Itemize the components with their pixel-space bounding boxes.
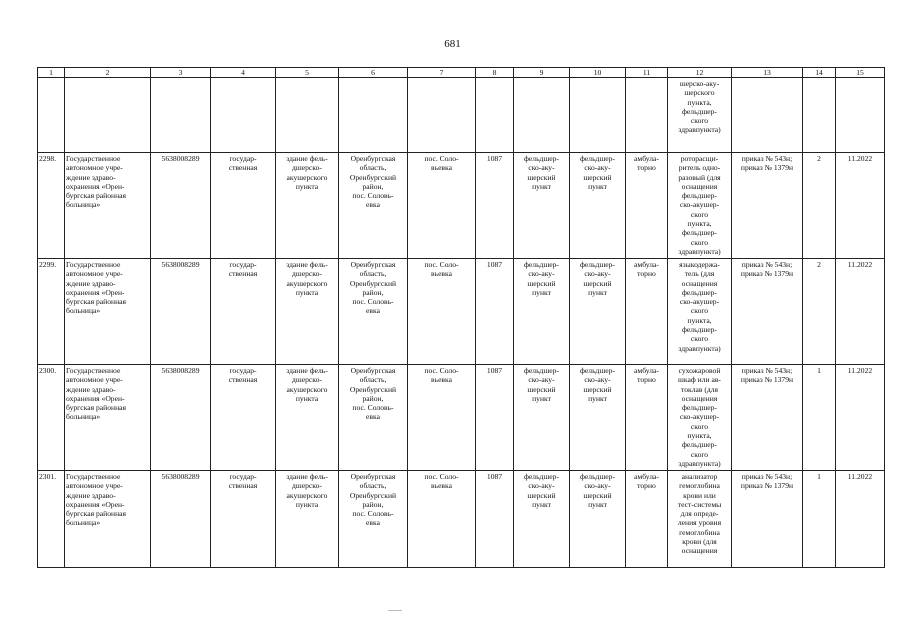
building-cell: здание фель- дшерско- акушерского пункта [276, 259, 339, 365]
quantity-cell: 2 [803, 259, 836, 365]
header-cell: 13 [732, 68, 803, 78]
quantity-cell: 2 [803, 153, 836, 259]
header-cell: 3 [151, 68, 211, 78]
scan-artifact [388, 610, 402, 611]
page-number: 681 [444, 38, 461, 50]
organization-cell: Государственное автономное учре- ждение здраво- охранения «Орен- бургская районная больница» [65, 153, 151, 259]
header-cell: 11 [626, 68, 668, 78]
unit-type-cell: фельдшер- ско-аку- шерский пункт [514, 153, 570, 259]
care-form-cell: амбула- торно [626, 259, 668, 365]
row-number: 2299. [38, 259, 65, 365]
code-cell: 1087 [476, 259, 514, 365]
table-row [38, 471, 885, 568]
locality-cell: пос. Соло- вьевка [408, 365, 476, 471]
code-cell: 1087 [476, 153, 514, 259]
equipment-cell: шерско-аку- шерского пункта, фельдшер- ского здравпункта) [668, 78, 732, 153]
equipment-cell: роторасщи- ритель одно- разовый (для оснащения фельдшер- ско-акушер- ского пункта, фельдшер- ского здравпункта) [668, 153, 732, 259]
header-row [38, 68, 885, 78]
ownership-cell: государ- ственная [211, 153, 276, 259]
address-cell: Оренбургская область, Оренбургский район, пос. Соловь- евка [339, 365, 408, 471]
unit-cell: фельдшер- ско-аку- шерский пункт [570, 471, 626, 568]
header-cell: 7 [408, 68, 476, 78]
header-cell: 9 [514, 68, 570, 78]
table-row [38, 365, 885, 471]
unit-type-cell: фельдшер- ско-аку- шерский пункт [514, 471, 570, 568]
unit-cell: фельдшер- ско-аку- шерский пункт [570, 259, 626, 365]
date-cell: 11.2022 [836, 259, 885, 365]
header-cell: 14 [803, 68, 836, 78]
care-form-cell: амбула- торно [626, 471, 668, 568]
order-cell: приказ № 543н; приказ № 1379н [732, 259, 803, 365]
continuation-row [38, 78, 885, 153]
header-cell: 5 [276, 68, 339, 78]
header-cell: 4 [211, 68, 276, 78]
ownership-cell: государ- ственная [211, 259, 276, 365]
equipment-cell: языкодержа- тель (для оснащения фельдшер- ско-акушер- ского пункта, фельдшер- ского здравпункта) [668, 259, 732, 365]
unit-cell: фельдшер- ско-аку- шерский пункт [570, 153, 626, 259]
header-cell: 6 [339, 68, 408, 78]
register-table [37, 67, 885, 568]
header-cell: 8 [476, 68, 514, 78]
quantity-cell: 1 [803, 365, 836, 471]
unit-type-cell: фельдшер- ско-аку- шерский пункт [514, 259, 570, 365]
row-number: 2300. [38, 365, 65, 471]
building-cell: здание фель- дшерско- акушерского пункта [276, 365, 339, 471]
organization-cell: Государственное автономное учре- ждение здраво- охранения «Орен- бургская районная больница» [65, 365, 151, 471]
organization-cell: Государственное автономное учре- ждение здраво- охранения «Орен- бургская районная больница» [65, 259, 151, 365]
unit-type-cell: фельдшер- ско-аку- шерский пункт [514, 365, 570, 471]
unit-cell: фельдшер- ско-аку- шерский пункт [570, 365, 626, 471]
building-cell: здание фель- дшерско- акушерского пункта [276, 471, 339, 568]
order-cell: приказ № 543н; приказ № 1379н [732, 153, 803, 259]
table-row [38, 153, 885, 259]
header-cell: 2 [65, 68, 151, 78]
date-cell: 11.2022 [836, 365, 885, 471]
locality-cell: пос. Соло- вьевка [408, 259, 476, 365]
care-form-cell: амбула- торно [626, 365, 668, 471]
date-cell: 11.2022 [836, 471, 885, 568]
inn-cell: 5638008289 [151, 153, 211, 259]
locality-cell: пос. Соло- вьевка [408, 471, 476, 568]
inn-cell: 5638008289 [151, 259, 211, 365]
locality-cell: пос. Соло- вьевка [408, 153, 476, 259]
ownership-cell: государ- ственная [211, 365, 276, 471]
building-cell: здание фель- дшерско- акушерского пункта [276, 153, 339, 259]
header-cell: 1 [38, 68, 65, 78]
code-cell: 1087 [476, 471, 514, 568]
row-number: 2301. [38, 471, 65, 568]
date-cell: 11.2022 [836, 153, 885, 259]
address-cell: Оренбургская область, Оренбургский район, пос. Соловь- евка [339, 259, 408, 365]
equipment-cell: анализатор гемоглобина крови или тест-системы для опреде- ления уровня гемоглобина крови (для оснащения [668, 471, 732, 568]
address-cell: Оренбургская область, Оренбургский район, пос. Соловь- евка [339, 153, 408, 259]
inn-cell: 5638008289 [151, 471, 211, 568]
order-cell: приказ № 543н; приказ № 1379н [732, 365, 803, 471]
table-row [38, 259, 885, 365]
care-form-cell: амбула- торно [626, 153, 668, 259]
equipment-cell: сухожаровой шкаф или ав- токлав (для оснащения фельдшер- ско-акушер- ского пункта, фельдшер- ского здравпункта) [668, 365, 732, 471]
organization-cell: Государственное автономное учре- ждение здраво- охранения «Орен- бургская районная больница» [65, 471, 151, 568]
row-number: 2298. [38, 153, 65, 259]
order-cell: приказ № 543н; приказ № 1379н [732, 471, 803, 568]
code-cell: 1087 [476, 365, 514, 471]
inn-cell: 5638008289 [151, 365, 211, 471]
ownership-cell: государ- ственная [211, 471, 276, 568]
header-cell: 12 [668, 68, 732, 78]
header-cell: 10 [570, 68, 626, 78]
address-cell: Оренбургская область, Оренбургский район, пос. Соловь- евка [339, 471, 408, 568]
quantity-cell: 1 [803, 471, 836, 568]
header-cell: 15 [836, 68, 885, 78]
